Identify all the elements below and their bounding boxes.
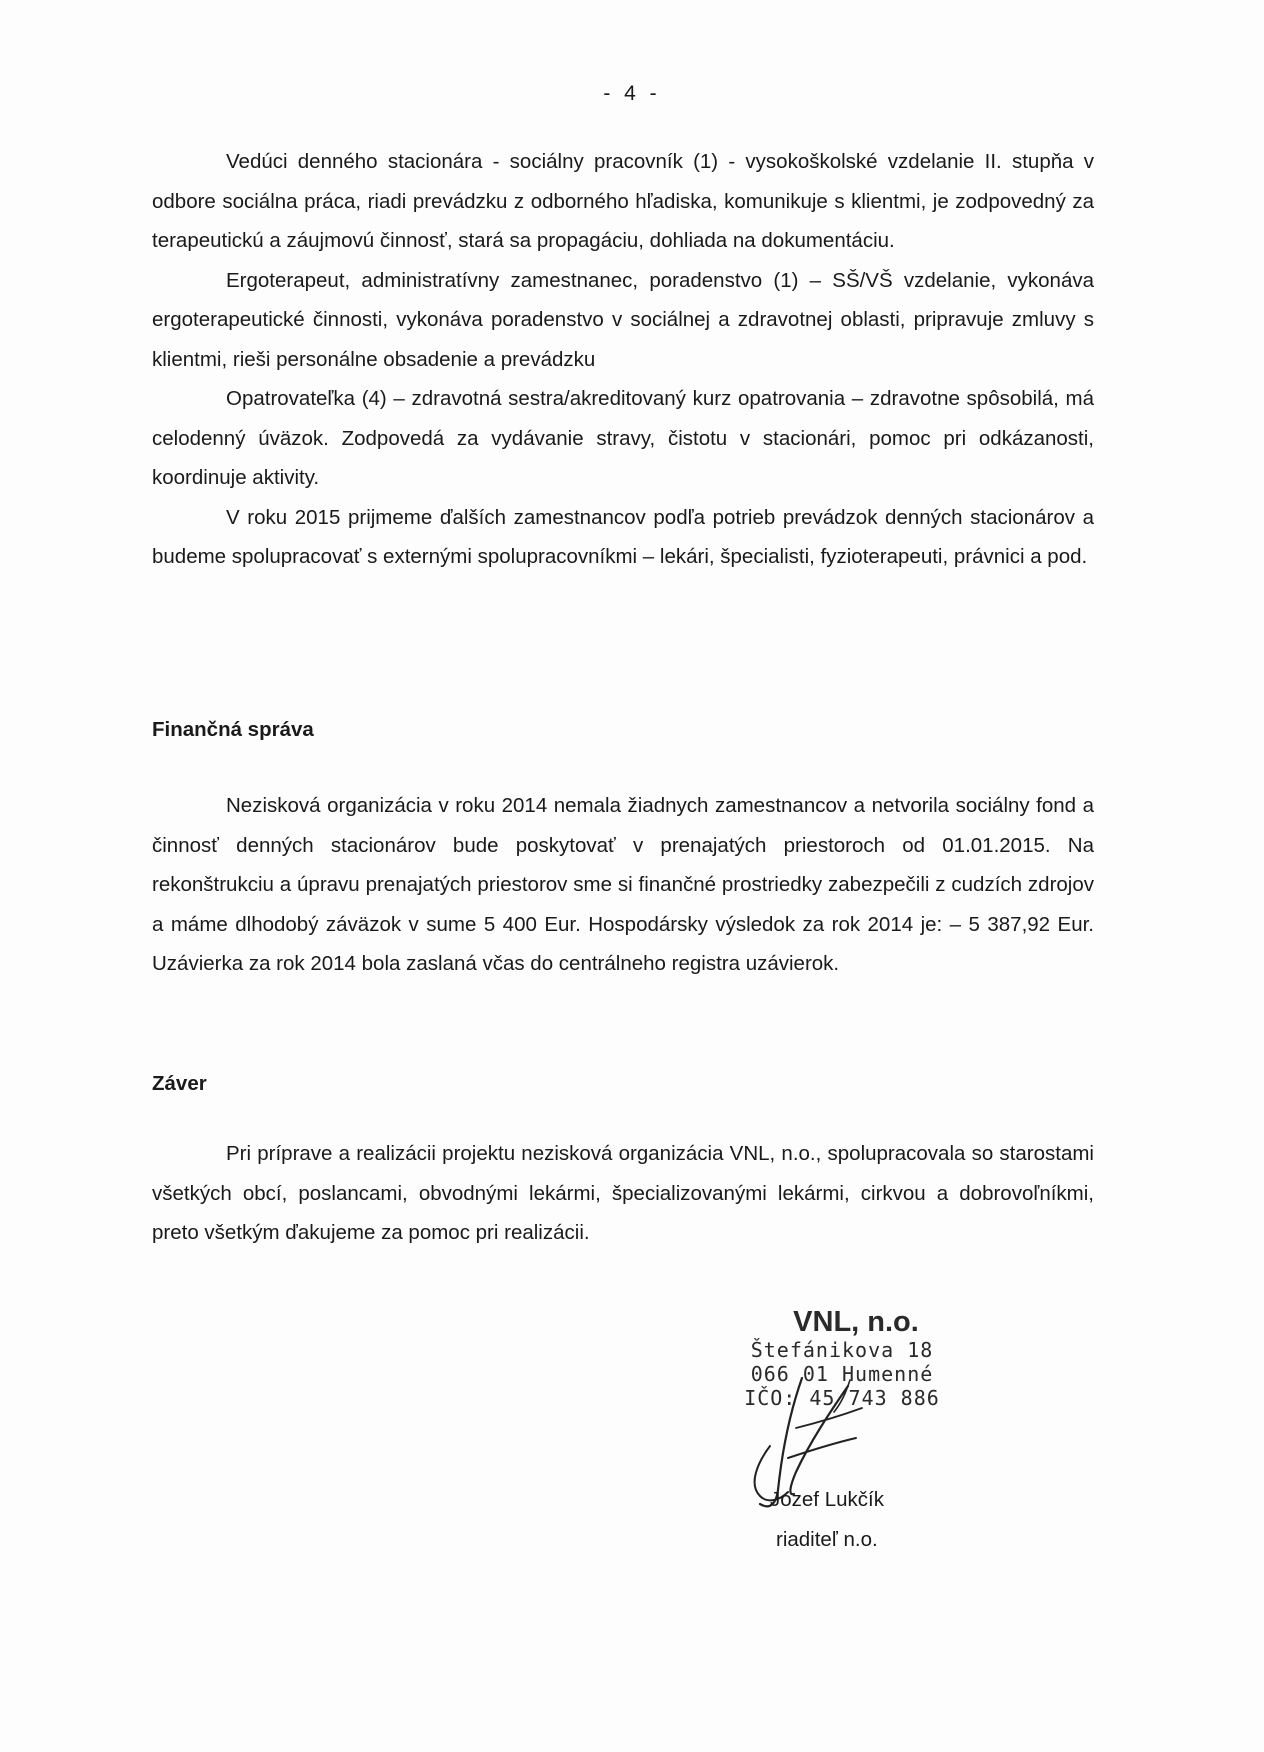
stamp-city: 066 01 Humenné bbox=[750, 1362, 934, 1386]
page-number: - 4 - bbox=[603, 82, 661, 105]
conclusion-paragraph: Pri príprave a realizácii projektu nezisková organizácia VNL, n.o., spolupracovala so starostami všetkých obcí, poslancami, obvodnými lekármi, špecializovanými lekármi, cirkvou a dobrovoľníkmi, preto všetkým ďakujeme za pomoc pri realizácii. bbox=[152, 1142, 1094, 1244]
paragraph-manager: Vedúci denného stacionára - sociálny pracovník (1) - vysokoškolské vzdelanie II. stupňa v odbore sociálna práca, riadi prevádzku z odborného hľadiska, komunikuje s klientmi, je zodpovedný za terapeutickú a záujmovú činnosť, stará sa propagáciu, dohliada na dokumentáciu. bbox=[152, 150, 1094, 252]
finance-section bbox=[152, 786, 1094, 984]
stamp-org-name: VNL, n.o. bbox=[793, 1306, 919, 1338]
paragraph-ergotherapist: Ergoterapeut, administratívny zamestnanec, poradenstvo (1) – SŠ/VŠ vzdelanie, vykonáva ergoterapeutické činnosti, vykonáva poradenstvo v sociálnej a zdravotnej oblasti, pripravuje zmluvy s klientmi, rieši personálne obsadenie a prevádzku bbox=[152, 268, 1094, 371]
stamp-ico: IČO: 45 743 886 bbox=[744, 1386, 940, 1410]
conclusion-heading: Záver bbox=[152, 1072, 207, 1095]
finance-heading: Finančná správa bbox=[152, 718, 314, 741]
finance-paragraph: Nezisková organizácia v roku 2014 nemala žiadnych zamestnancov a netvorila sociálny fond a činnosť denných stacionárov bude poskytovať v prenajatých priestoroch od 01.01.2015. Na rekonštrukciu a úpravu prenajatých priestorov sme si finančné prostriedky zabezpečili z cudzích zdrojov a máme dlhodobý záväzok v sume 5 400 Eur. Hospodársky výsledok za rok 2014 je: – 5 387,92 Eur. Uzávierka za rok 2014 bola zaslaná včas do centrálneho registra uzávierok. bbox=[152, 794, 1094, 975]
signer-title: riaditeľ n.o. bbox=[776, 1528, 878, 1551]
paragraph-hiring-plan: V roku 2015 prijmeme ďalších zamestnancov podľa potrieb prevádzok denných stacionárov a budeme spolupracovať s externými spolupracovníkmi – lekári, špecialisti, fyzioterapeuti, právnici a pod. bbox=[152, 505, 1094, 568]
paragraph-caregiver: Opatrovateľka (4) – zdravotná sestra/akreditovaný kurz opatrovania – zdravotne spôsobilá, má celodenný úväzok. Zodpovedá za vydávanie stravy, čistotu v stacionári, pomoc pri odkázanosti, koordinuje aktivity. bbox=[152, 387, 1094, 489]
staff-section bbox=[152, 142, 1094, 577]
stamp-street: Štefánikova 18 bbox=[750, 1338, 934, 1362]
signer-name: Jozef Lukčík bbox=[770, 1488, 884, 1511]
conclusion-section bbox=[152, 1134, 1094, 1253]
